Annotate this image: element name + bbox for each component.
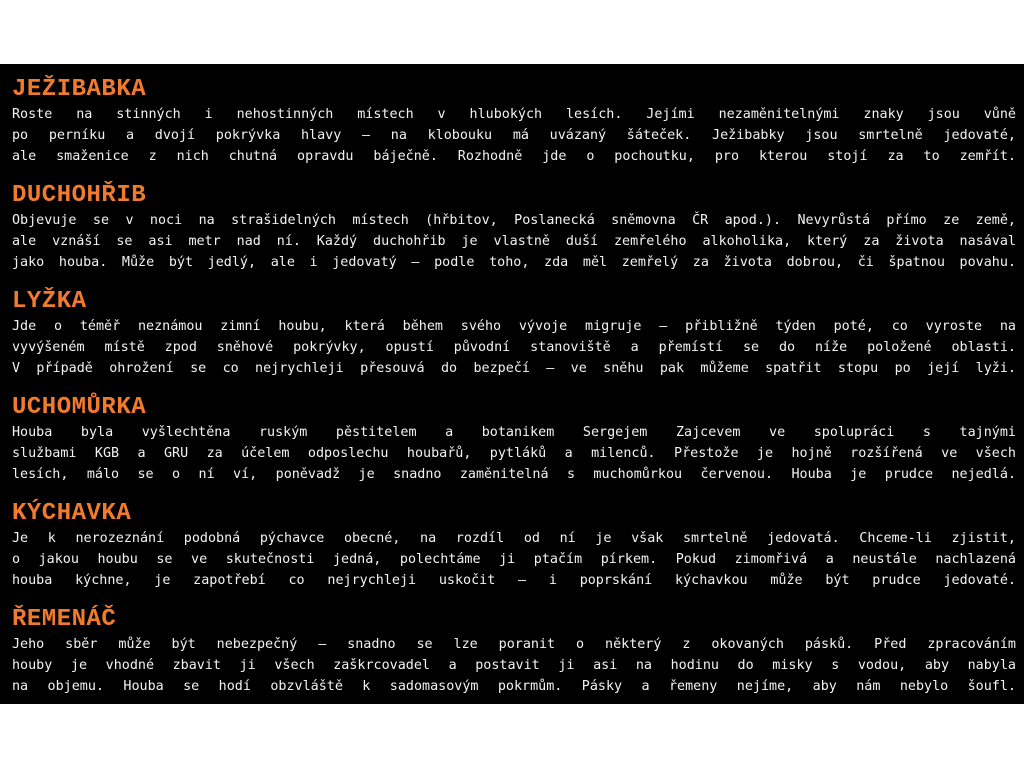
- entry-lyzka: [12, 288, 1016, 394]
- description-line: Objevuje se v noci na strašidelných místech (hřbitov, Poslanecká sněmovna ČR apod.). Nevyrůstá přímo ze země,: [12, 213, 1016, 228]
- entry-jezibabka: [12, 76, 1016, 182]
- description-line: o jakou houbu se ve skutečnosti jedná, polechtáme ji ptačím pírkem. Pokud zimomřivá a neustále nachlazená: [12, 552, 1016, 567]
- entry-title: LYŽKA: [12, 288, 87, 315]
- entry-title: JEŽIBABKA: [12, 76, 147, 103]
- entry-list: [12, 76, 1016, 704]
- description-line: ale smaženice z nich chutná opravdu báječně. Rozhodně jde o pochoutku, pro kterou stojí za to zemřít.: [12, 149, 1016, 164]
- description-line: Jeho sběr může být nebezpečný – snadno se lze poranit o některý z okovaných pásků. Před zpracováním: [12, 637, 1016, 652]
- entry-description: [12, 316, 1016, 379]
- entry-uchomurka: [12, 394, 1016, 500]
- description-line: Jde o téměř neznámou zimní houbu, která během svého vývoje migruje – přibližně týden poté, co vyroste na: [12, 319, 1016, 334]
- description-line: ale vznáší se asi metr nad ní. Každý duchohřib je vlastně duší zemřelého alkoholika, který za života nasával: [12, 234, 1016, 249]
- entry-title: KÝCHAVKA: [12, 500, 132, 527]
- description-line: houba kýchne, je zapotřebí co nejrychleji uskočit – i poprskání kýchavkou může být prudce jedovaté.: [12, 573, 1016, 588]
- entry-title: ŘEMENÁČ: [12, 606, 117, 633]
- description-line: jako houba. Může být jedlý, ale i jedovatý – podle toho, zda měl zemřelý za života dobrou, či špatnou povahu.: [12, 255, 1016, 270]
- description-line: Je k nerozeznání podobná pýchavce obecné, na rozdíl od ní je však smrtelně jedovatá. Chceme-li zjistit,: [12, 531, 1016, 546]
- entry-title: DUCHOHŘIB: [12, 182, 147, 209]
- entry-description: [12, 422, 1016, 485]
- entry-description: [12, 104, 1016, 167]
- description-line: službami KGB a GRU za účelem odposlechu houbařů, pytláků a milenců. Přestože je hojně rozšířená ve všech: [12, 446, 1016, 461]
- description-line: V případě ohrožení se co nejrychleji přesouvá do bezpečí – ve sněhu pak můžeme spatřit stopu po její lyži.: [12, 361, 1016, 376]
- entry-remenac: [12, 606, 1016, 704]
- description-line: lesích, málo se o ní ví, poněvadž je snadno zaměnitelná s muchomůrkou červenou. Houba je prudce nejedlá.: [12, 467, 1016, 482]
- description-line: na objemu. Houba se hodí obzvláště k sadomasovým pokrmům. Pásky a řemeny nejíme, aby nám nebylo šoufl.: [12, 679, 1016, 694]
- entry-title: UCHOMŮRKA: [12, 394, 147, 421]
- entry-description: [12, 634, 1016, 697]
- description-line: vyvýšeném místě zpod sněhové pokrývky, opustí původní stanoviště a přemístí se do níže položené oblasti.: [12, 340, 1016, 355]
- description-line: po perníku a dvojí pokrývka hlavy – na klobouku má uvázaný šáteček. Ježibabky jsou smrtelně jedovaté,: [12, 128, 1016, 143]
- description-line: Houba byla vyšlechtěna ruským pěstitelem a botanikem Sergejem Zajcevem ve spolupráci s tajnými: [12, 425, 1016, 440]
- entry-duchohrib: [12, 182, 1016, 288]
- entry-description: [12, 528, 1016, 591]
- description-line: Roste na stinných i nehostinných místech v hlubokých lesích. Jejími nezaměnitelnými znaky jsou vůně: [12, 107, 1016, 122]
- description-line: houby je vhodné zbavit ji všech zaškrcovadel a postavit ji asi na hodinu do misky s vodou, aby nabyla: [12, 658, 1016, 673]
- mushroom-glossary-panel: [0, 64, 1024, 704]
- entry-kychavka: [12, 500, 1016, 606]
- entry-description: [12, 210, 1016, 273]
